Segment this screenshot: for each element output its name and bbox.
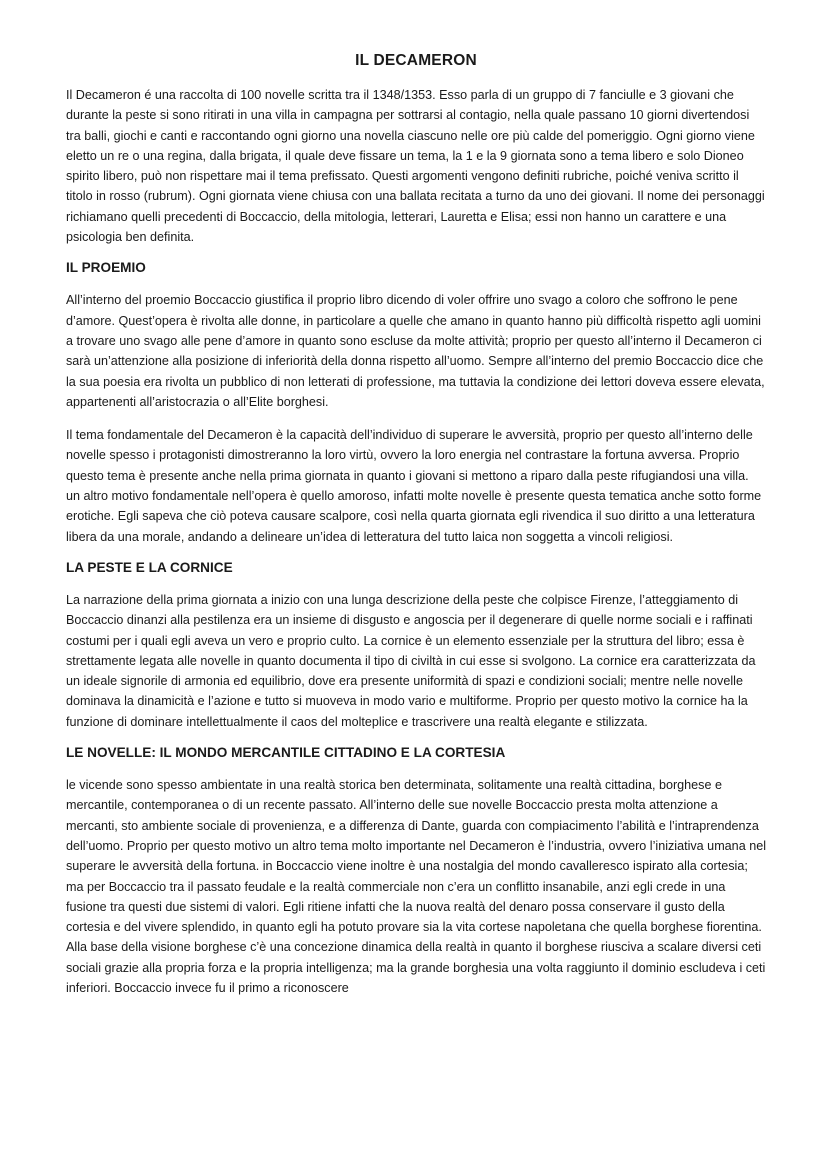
intro-paragraph: Il Decameron é una raccolta di 100 novelle scritta tra il 1348/1353. Esso parla di un gruppo di 7 fanciulle e 3 giovani che durante la peste si sono ritirati in una villa in campagna per sottrarsi al contagio, nella quale passano 10 giorni divertendosi tra balli, giochi e canti e raccontando ogni giorno una novella ciascuno nelle ore più calde del pomeriggio. Ogni giorno viene eletto un re o una regina, dalla brigata, il quale deve fissare un tema, la 1 e la 9 giornata sono a tema libero e solo Dioneo spirito libero, può non rispettare mai il tema prefissato. Questi argomenti vengono definiti rubriche, poiché veniva scritto il titolo in rosso (rubrum). Ogni giornata viene chiusa con una ballata recitata a turno da uno dei giovani. Il nome dei personaggi richiamano quelli precedenti di Boccaccio, della mitologia, letterari, Lauretta e Elisa; essi non hanno un carattere e una psicologia ben definita.: [66, 88, 765, 245]
section-heading: LE NOVELLE: IL MONDO MERCANTILE CITTADINO E LA CORTESIA: [66, 745, 506, 761]
section-novelle: [66, 745, 766, 998]
section-heading: LA PESTE E LA CORNICE: [66, 559, 233, 575]
section-heading: IL PROEMIO: [66, 260, 146, 276]
document-page: [66, 52, 766, 998]
paragraph: Il tema fondamentale del Decameron è la capacità dell’individuo di superare le avversità, proprio per questo all’interno delle novelle spesso i protagonisti dimostreranno la loro virtù, ovvero la loro energia nel contrastare la fortuna avversa. Proprio questo tema è presente anche nella prima giornata in quanto i giovani si mettono a riparo dalla peste rifugiandosi una villa. un altro motivo fondamentale nell’opera è quello amoroso, infatti molte novelle è presente questa tematica anche sotto forme erotiche. Egli sapeva che ciò poteva causare scalpore, così nella quarta giornata egli rivendica il suo diritto a una letteratura libera da una morale, andando a delineare un’idea di letteratura del tutto laica non soggetta a vincoli religiosi.: [66, 428, 762, 544]
document-title: IL DECAMERON: [355, 52, 477, 69]
paragraph: le vicende sono spesso ambientate in una realtà storica ben determinata, solitamente una realtà cittadina, borghese e mercantile, contemporanea o di un recente passato. All’interno delle sue novelle Boccaccio presta molta attenzione a mercanti, sto ambiente sociale di provenienza, e a differenza di Dante, guarda con compiacimento l’abilità e l’intraprendenza dell’uomo. Proprio per questo motivo un altro tema molto importante nel Decameron è l’industria, ovvero l’iniziativa umana nel superare le avversità della fortuna. in Boccaccio viene inoltre è una nostalgia del mondo cavalleresco ispirato alla cortesia; ma per Boccaccio tra il passato feudale e la realtà commerciale non c’era un conflitto insanabile, anzi egli crede in una fusione tra questi due sistemi di valori. Egli ritiene infatti che la nuova realtà del denaro possa conservare il gusto della cortesia e del vivere splendido, in quanto egli ha potuto provare sia la vita cortese napoletana che quella borghese fiorentina. Alla base della visione borghese c’è una concezione dinamica della realtà in quanto il borghese riusciva a scalare diversi ceti sociali grazie alla propria forza e la propria intelligenza; ma la grande borghesia una volta raggiunto il dominio escludeva i ceti inferiori. Boccaccio invece fu il primo a riconoscere: [66, 778, 766, 995]
section-peste-cornice: [66, 560, 766, 732]
paragraph: La narrazione della prima giornata a inizio con una lunga descrizione della peste che colpisce Firenze, l’atteggiamento di Boccaccio dinanzi alla pestilenza era un insieme di disgusto e angoscia per il degenerare di quelle norme sociali e i raffinati costumi per i quali egli aveva un vero e proprio culto. La cornice è un elemento essenziale per la struttura del libro; essa è strettamente legata alle novelle in quanto documenta il tipo di civiltà in cui esse si svolgono. La cornice era caratterizzata da un ideale signorile di armonia ed equilibrio, dove era presente uniformità di spazi e condizioni sociali; mentre nelle novelle dominava la dinamicità e l’azione e tutto si muoveva in modo vario e multiforme. Proprio per questo motivo la cornice ha la funzione di dominare intellettualmente il caos del molteplice e trascrivere una realtà elegante e stilizzata.: [66, 592, 756, 729]
paragraph: All’interno del proemio Boccaccio giustifica il proprio libro dicendo di voler offrire uno svago a coloro che soffrono le pene d’amore. Quest’opera è rivolta alle donne, in particolare a quelle che amano in quanto hanno più difficoltà rispetto agli uomini a trovare uno svago alle pene d’amore in quanto sono escluse da molte attività; proprio per questo all’interno il Decameron ci sarà un’attenzione alla posizione di inferiorità della donna rispetto all’uomo. Sempre all’interno del premio Boccaccio dice che la sua poesia era rivolta un pubblico di non letterati di professione, ma tuttavia la condizione dei lettori doveva essere elevata, appartenenti all’aristocrazia o all’Elite borghesi.: [66, 293, 765, 409]
section-proemio: [66, 260, 766, 547]
